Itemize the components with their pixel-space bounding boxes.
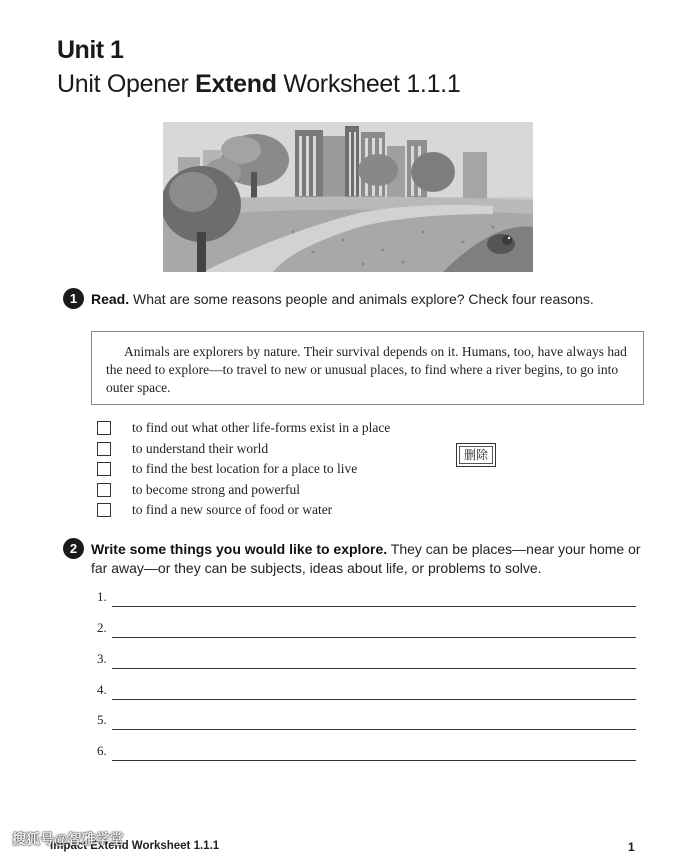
reading-passage-text: Animals are explorers by nature. Their survival depends on it. Humans, too, have always had the need to explore—to travel to new or unusual places, to find where a river begins, to go into outer space. [106,344,627,395]
question-2-text: They can be places—near your home or far away—or they can be subjects, ideas about life, or problems to solve. [91,541,641,576]
option-checkbox[interactable] [97,462,111,476]
answer-line[interactable] [97,741,636,761]
delete-stamp-text: 删除 [459,446,493,464]
option-label: to become strong and powerful [132,482,300,497]
answer-line-number: 1. [97,589,107,604]
answer-line[interactable] [97,618,636,638]
option-checkbox[interactable] [97,421,111,435]
option-row [97,460,357,478]
reading-passage [91,331,644,405]
answer-line[interactable] [97,710,636,730]
answer-line[interactable] [97,680,636,700]
answer-line-number: 6. [97,743,107,758]
title-bold: Extend [195,70,277,98]
answer-line-number: 2. [97,620,107,635]
question-1-text: What are some reasons people and animals explore? Check four reasons. [129,291,594,307]
question-1-prompt [91,290,594,309]
option-row [97,481,300,499]
question-2-number: 2 [63,538,84,559]
answer-line-number: 4. [97,682,107,697]
option-row [97,419,390,437]
title-prefix: Unit Opener [57,70,196,98]
question-1-lead: Read. [91,291,130,307]
watermark: 搜狐号@智雅学堂 [12,831,124,847]
page-title [57,70,460,99]
answer-line-number: 5. [97,712,107,727]
footer-title: Impact Extend Worksheet 1.1.1 [50,840,220,852]
option-row [97,440,268,458]
park-city-skyline-illustration [163,122,533,272]
answer-line[interactable] [97,649,636,669]
answer-line-number: 3. [97,651,107,666]
question-1-number: 1 [63,288,84,309]
delete-stamp [456,443,496,467]
option-label: to find the best location for a place to live [132,461,358,476]
option-label: to understand their world [132,441,269,456]
question-2-lead: Write some things you would like to explore. [91,541,388,557]
page-number: 1 [628,840,635,854]
question-2-prompt [91,540,641,578]
option-row [97,501,332,519]
answer-line[interactable] [97,587,636,607]
title-suffix: Worksheet 1.1.1 [276,70,461,98]
option-label: to find a new source of food or water [132,502,333,517]
option-label: to find out what other life-forms exist in a place [132,420,391,435]
option-checkbox[interactable] [97,503,111,517]
option-checkbox[interactable] [97,442,111,456]
option-checkbox[interactable] [97,483,111,497]
unit-label: Unit 1 [57,36,124,64]
